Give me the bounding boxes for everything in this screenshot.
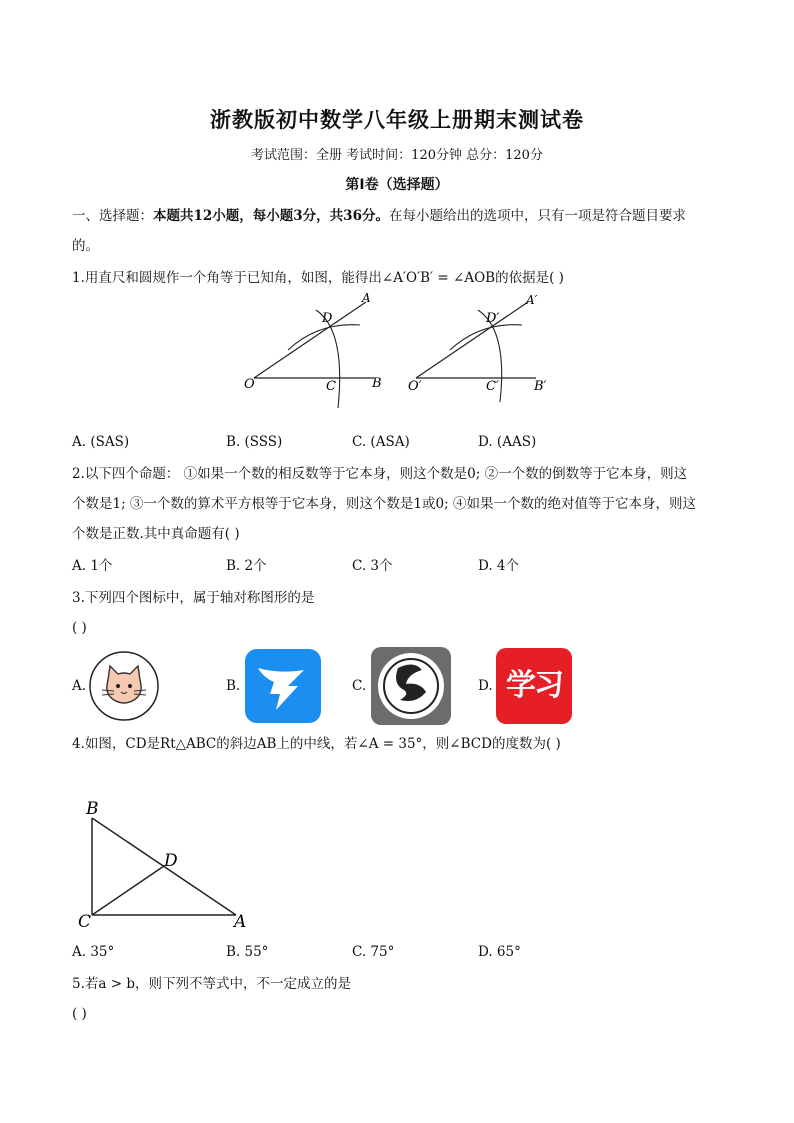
label-C-prime: C′: [486, 379, 499, 394]
page-title: 浙教版初中数学八年级上册期末测试卷: [210, 108, 584, 132]
q2-option-c[interactable]: C. 3个: [352, 558, 393, 574]
label-O-prime: O′: [408, 379, 422, 394]
label-C: C: [78, 912, 92, 930]
label-D-prime: D′: [486, 311, 500, 326]
exam-info: 考试范围：全册 考试时间：120分钟 总分：120分: [251, 148, 543, 163]
q1-option-c[interactable]: C. (ASA): [352, 434, 410, 450]
q1-figure-right: [408, 293, 547, 402]
q4-triangle-figure: [70, 790, 260, 930]
q5-stem: 5.若a > b，则下列不等式中，不一定成立的是: [72, 976, 351, 992]
label-O: O: [244, 377, 255, 392]
section-intro-line2: 的。: [72, 238, 99, 254]
q4-stem: 4.如图，CD是Rt△ABC的斜边AB上的中线，若∠A = 35°，则∠BCD的度数为( ): [72, 736, 561, 752]
q3-paren: ( ): [72, 620, 87, 636]
q1-figure-left: [244, 291, 382, 408]
study-icon[interactable]: 学习: [496, 648, 572, 724]
q1-option-d[interactable]: D. (AAS): [478, 434, 537, 450]
cat-icon[interactable]: [88, 650, 160, 722]
intro-prefix: 一、选择题：: [72, 208, 153, 224]
q4-option-d[interactable]: D. 65°: [478, 944, 521, 960]
label-D: D: [322, 311, 333, 326]
label-B: B: [86, 799, 99, 819]
q3-option-b-label[interactable]: B.: [226, 678, 241, 694]
q2-line2: 个数是1; ③一个数的算术平方根等于它本身，则这个数是1或0; ④如果一个数的绝对值等于它本身，则这: [72, 496, 696, 512]
q4-option-b[interactable]: B. 55°: [226, 944, 269, 960]
q1-option-a[interactable]: A. (SAS): [72, 434, 130, 450]
label-A: A: [234, 912, 247, 930]
q5-paren: ( ): [72, 1006, 87, 1022]
label-B-prime: B′: [534, 379, 547, 394]
label-D: D: [164, 851, 178, 871]
q4-option-c[interactable]: C. 75°: [352, 944, 395, 960]
q3-option-c-label[interactable]: C.: [352, 678, 367, 694]
section-intro-line1: [72, 206, 686, 226]
ding-bird-icon[interactable]: [244, 648, 322, 724]
q1-figure: [238, 290, 578, 410]
q3-option-a-label[interactable]: A.: [72, 678, 87, 694]
intro-rest: 在每小题给出的选项中，只有一项是符合题目要求: [388, 208, 686, 224]
label-A-prime: A′: [526, 293, 538, 307]
label-C: C: [326, 379, 336, 394]
q2-line3: 个数是正数.其中真命题有( ): [72, 526, 240, 542]
q2-option-b[interactable]: B. 2个: [226, 558, 267, 574]
q2-option-d[interactable]: D. 4个: [478, 558, 520, 574]
q1-stem: 1.用直尺和圆规作一个角等于已知角，如图，能得出∠A′O′B′ = ∠AOB的依据是( ): [72, 270, 564, 286]
label-A: A: [362, 291, 371, 305]
q1-option-b[interactable]: B. (SSS): [226, 434, 283, 450]
q2-line1: 2.以下四个命题： ①如果一个数的相反数等于它本身，则这个数是0; ②一个数的倒数等于它本身，则这: [72, 466, 688, 482]
q3-stem: 3.下列四个图标中，属于轴对称图形的是: [72, 590, 315, 606]
intro-bold: 本题共12小题，每小题3分，共36分。: [153, 208, 389, 224]
q4-option-a[interactable]: A. 35°: [72, 944, 115, 960]
swirl-logo-icon[interactable]: [370, 646, 452, 726]
section-title: 第I卷（选择题）: [345, 177, 449, 193]
q3-option-d-label[interactable]: D.: [478, 678, 493, 694]
label-B: B: [372, 376, 382, 391]
q2-option-a[interactable]: A. 1个: [72, 558, 113, 574]
